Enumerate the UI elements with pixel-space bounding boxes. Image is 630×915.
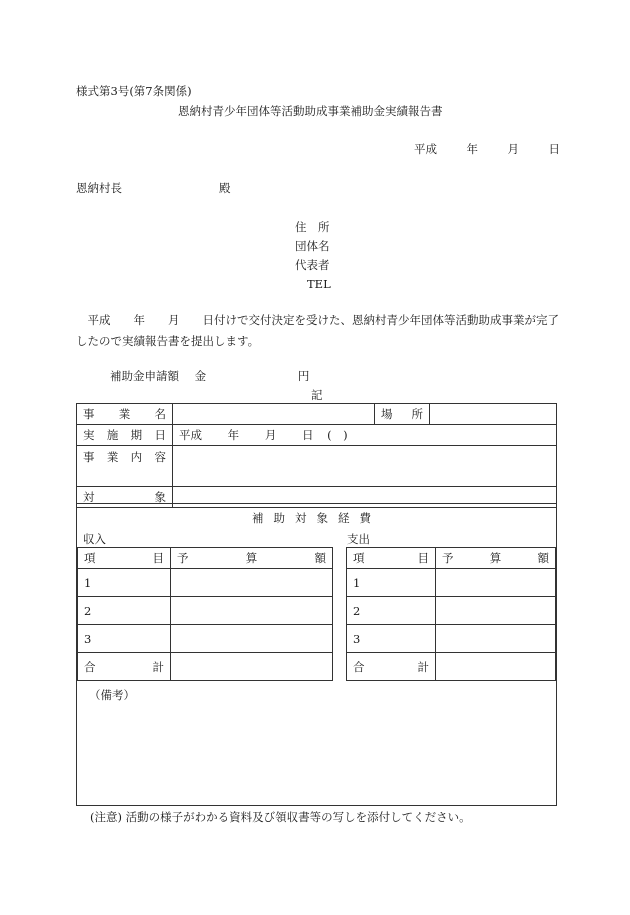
amount-label: 補助金申請額 xyxy=(110,369,179,383)
applicant-block xyxy=(295,218,331,294)
income-total-label: 合計 xyxy=(78,653,171,681)
period-era: 平成 xyxy=(179,428,202,442)
expenditure-heading: 支出 xyxy=(347,532,370,546)
expenditure-budget-header: 予算額 xyxy=(435,548,555,569)
date-year: 年 xyxy=(466,142,478,156)
amount-line xyxy=(110,368,309,384)
income-heading: 収入 xyxy=(83,532,106,546)
expenditure-table xyxy=(346,547,556,681)
applicant-address-label: 住 所 xyxy=(295,220,330,234)
date-era: 平成 xyxy=(414,142,437,156)
date-day: 日 xyxy=(548,142,560,156)
period-month: 月 xyxy=(264,428,277,442)
income-total-cell[interactable] xyxy=(171,653,333,681)
income-budget-cell[interactable] xyxy=(171,569,333,597)
expenses-section xyxy=(76,503,557,806)
location-field[interactable] xyxy=(430,404,557,425)
date-month: 月 xyxy=(507,142,519,156)
income-budget-header: 予算額 xyxy=(171,548,333,569)
period-year: 年 xyxy=(227,428,240,442)
expenditure-total-label: 合計 xyxy=(347,653,436,681)
expenditure-row-number: 3 xyxy=(347,625,436,653)
remarks-label: （備考） xyxy=(89,688,135,702)
project-name-field[interactable] xyxy=(173,404,375,425)
expenditure-total-cell[interactable] xyxy=(435,653,555,681)
attention-note: (注意) 活動の様子がわかる資料及び領収書等の写しを添付してください。 xyxy=(90,810,471,824)
expenditure-row-number: 2 xyxy=(347,597,436,625)
period-weekday: ( ) xyxy=(327,428,348,442)
expenditure-budget-cell[interactable] xyxy=(435,569,555,597)
income-item-header: 項目 xyxy=(78,548,171,569)
expenditure-item-header: 項目 xyxy=(347,548,436,569)
expenses-title: 補助対象経費 xyxy=(252,511,381,525)
income-table xyxy=(77,547,333,681)
body-text: 平成 年 月 日付けで交付決定を受けた、恩納村青少年団体等活動助成事業が完了したので実績報告書を提出します。 xyxy=(76,313,559,348)
period-label: 実施期日 xyxy=(77,425,173,446)
addressee-honorific: 殿 xyxy=(219,181,231,195)
period-day: 日 xyxy=(301,428,314,442)
expenditure-budget-cell[interactable] xyxy=(435,597,555,625)
expenditure-row-number: 1 xyxy=(347,569,436,597)
project-name-label: 事業名 xyxy=(77,404,173,425)
target-label: 対象 xyxy=(77,487,173,508)
addressee-name: 恩納村長 xyxy=(76,181,122,195)
income-budget-cell[interactable] xyxy=(171,597,333,625)
amount-unit: 円 xyxy=(297,369,310,383)
expenditure-budget-cell[interactable] xyxy=(435,625,555,653)
applicant-group-label: 団体名 xyxy=(295,239,330,253)
submission-date xyxy=(414,141,560,157)
income-row-number: 3 xyxy=(78,625,171,653)
ki-heading: 記 xyxy=(311,388,323,402)
content-field[interactable] xyxy=(173,446,557,487)
applicant-tel-label: TEL xyxy=(307,277,331,291)
income-budget-cell[interactable] xyxy=(171,625,333,653)
location-label: 場所 xyxy=(375,404,430,425)
project-table xyxy=(76,403,557,508)
period-field[interactable] xyxy=(173,425,557,446)
document-title: 恩納村青少年団体等活動助成事業補助金実績報告書 xyxy=(178,104,443,118)
form-number: 様式第3号(第7条関係) xyxy=(76,84,192,98)
content-label: 事業内容 xyxy=(77,446,173,487)
income-row-number: 1 xyxy=(78,569,171,597)
income-row-number: 2 xyxy=(78,597,171,625)
amount-prefix: 金 xyxy=(194,369,207,383)
applicant-representative-label: 代表者 xyxy=(295,258,330,272)
